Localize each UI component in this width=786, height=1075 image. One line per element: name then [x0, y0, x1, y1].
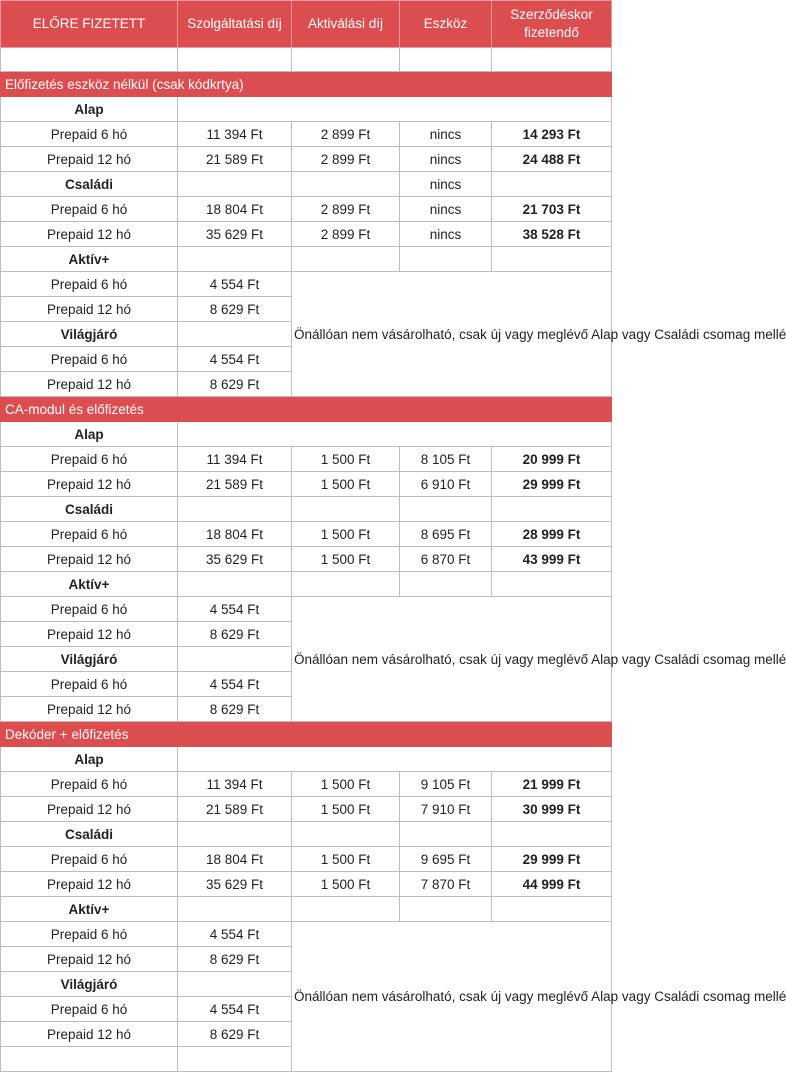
addon-note: Önállóan nem vásárolható, csak új vagy meglévő Alap vagy Családi csomag mellé	[292, 272, 612, 397]
activation-fee: 1 500 Ft	[292, 547, 400, 572]
group-label: Családi	[1, 172, 178, 197]
plan-name: Prepaid 6 hó	[1, 847, 178, 872]
section-title: Előfizetés eszköz nélkül (csak kódkrtya)	[1, 72, 612, 97]
plan-name: Prepaid 12 hó	[1, 222, 178, 247]
group-label: Alap	[1, 97, 178, 122]
group-label: Családi	[1, 497, 178, 522]
header-row	[1, 1, 612, 48]
activation-fee: 1 500 Ft	[292, 472, 400, 497]
group-label: Világjáró	[1, 647, 178, 672]
header-activation-fee: Aktiválási díj	[292, 1, 400, 48]
header-total: Szerződéskor fizetendő	[492, 1, 612, 48]
device-fee: 6 910 Ft	[400, 472, 492, 497]
addon-note: Önállóan nem vásárolható, csak új vagy meglévő Alap vagy Családi csomag mellé	[292, 597, 612, 722]
table-row	[1, 472, 612, 497]
service-fee: 4 554 Ft	[178, 672, 292, 697]
section-header	[1, 72, 612, 97]
service-fee: 11 394 Ft	[178, 772, 292, 797]
service-fee: 8 629 Ft	[178, 947, 292, 972]
total-fee: 29 999 Ft	[492, 472, 612, 497]
group-row-alap	[1, 97, 612, 122]
plan-name: Prepaid 12 hó	[1, 1022, 178, 1047]
table-row	[1, 272, 612, 297]
table-row	[1, 147, 612, 172]
total-fee: 14 293 Ft	[492, 122, 612, 147]
plan-name: Prepaid 6 hó	[1, 197, 178, 222]
service-fee: 4 554 Ft	[178, 597, 292, 622]
section-title: CA-modul és előfizetés	[1, 397, 612, 422]
plan-name: Prepaid 12 hó	[1, 372, 178, 397]
device-fee: 7 870 Ft	[400, 872, 492, 897]
activation-fee: 1 500 Ft	[292, 847, 400, 872]
section-header	[1, 722, 612, 747]
group-row-aktiv	[1, 897, 612, 922]
service-fee: 35 629 Ft	[178, 222, 292, 247]
plan-name: Prepaid 6 hó	[1, 272, 178, 297]
service-fee: 18 804 Ft	[178, 522, 292, 547]
section-title: Dekóder + előfizetés	[1, 722, 612, 747]
table-row	[1, 522, 612, 547]
total-fee: 20 999 Ft	[492, 447, 612, 472]
service-fee: 35 629 Ft	[178, 547, 292, 572]
table-row	[1, 872, 612, 897]
table-row	[1, 222, 612, 247]
plan-name: Prepaid 12 hó	[1, 547, 178, 572]
header-service-fee: Szolgáltatási díj	[178, 1, 292, 48]
plan-name: Prepaid 6 hó	[1, 122, 178, 147]
device-fee: 9 105 Ft	[400, 772, 492, 797]
group-label: Aktív+	[1, 247, 178, 272]
plan-name: Prepaid 12 hó	[1, 622, 178, 647]
plan-name: Prepaid 6 hó	[1, 597, 178, 622]
device-fee: 8 105 Ft	[400, 447, 492, 472]
group-row-csaladi	[1, 497, 612, 522]
total-fee: 24 488 Ft	[492, 147, 612, 172]
service-fee: 21 589 Ft	[178, 147, 292, 172]
plan-name: Prepaid 6 hó	[1, 772, 178, 797]
table-row	[1, 447, 612, 472]
group-row-alap	[1, 422, 612, 447]
addon-note: Önállóan nem vásárolható, csak új vagy meglévő Alap vagy Családi csomag mellé	[292, 922, 612, 1072]
total-fee: 30 999 Ft	[492, 797, 612, 822]
table-row	[1, 597, 612, 622]
group-row-csaladi	[1, 172, 612, 197]
activation-fee: 1 500 Ft	[292, 797, 400, 822]
activation-fee: 2 899 Ft	[292, 222, 400, 247]
total-fee: 44 999 Ft	[492, 872, 612, 897]
service-fee: 4 554 Ft	[178, 922, 292, 947]
header-package: ELŐRE FIZETETT	[1, 1, 178, 48]
plan-name: Prepaid 6 hó	[1, 347, 178, 372]
plan-name: Prepaid 6 hó	[1, 997, 178, 1022]
table-row	[1, 122, 612, 147]
group-label: Alap	[1, 422, 178, 447]
plan-name: Prepaid 6 hó	[1, 447, 178, 472]
table-row	[1, 772, 612, 797]
service-fee: 4 554 Ft	[178, 272, 292, 297]
service-fee: 18 804 Ft	[178, 847, 292, 872]
blank-row	[1, 48, 612, 72]
group-row-aktiv	[1, 247, 612, 272]
service-fee: 4 554 Ft	[178, 997, 292, 1022]
total-fee: 21 999 Ft	[492, 772, 612, 797]
group-label: Aktív+	[1, 572, 178, 597]
plan-name: Prepaid 6 hó	[1, 922, 178, 947]
device-fee: 7 910 Ft	[400, 797, 492, 822]
total-fee: 28 999 Ft	[492, 522, 612, 547]
activation-fee: 2 899 Ft	[292, 122, 400, 147]
device-fee: nincs	[400, 122, 492, 147]
service-fee: 21 589 Ft	[178, 472, 292, 497]
device-fee: nincs	[400, 172, 492, 197]
group-label: Világjáró	[1, 972, 178, 997]
plan-name: Prepaid 12 hó	[1, 797, 178, 822]
total-fee: 43 999 Ft	[492, 547, 612, 572]
table-row	[1, 197, 612, 222]
service-fee: 18 804 Ft	[178, 197, 292, 222]
plan-name: Prepaid 6 hó	[1, 672, 178, 697]
group-label: Családi	[1, 822, 178, 847]
activation-fee: 1 500 Ft	[292, 872, 400, 897]
service-fee: 8 629 Ft	[178, 622, 292, 647]
group-row-csaladi	[1, 822, 612, 847]
total-fee: 21 703 Ft	[492, 197, 612, 222]
group-label: Aktív+	[1, 897, 178, 922]
total-fee: 29 999 Ft	[492, 847, 612, 872]
device-fee: 8 695 Ft	[400, 522, 492, 547]
total-fee: 38 528 Ft	[492, 222, 612, 247]
activation-fee: 2 899 Ft	[292, 147, 400, 172]
device-fee: nincs	[400, 222, 492, 247]
activation-fee: 1 500 Ft	[292, 522, 400, 547]
group-label: Alap	[1, 747, 178, 772]
table-row	[1, 797, 612, 822]
plan-name: Prepaid 6 hó	[1, 522, 178, 547]
service-fee: 35 629 Ft	[178, 872, 292, 897]
service-fee: 21 589 Ft	[178, 797, 292, 822]
table-row	[1, 922, 612, 947]
activation-fee: 2 899 Ft	[292, 197, 400, 222]
activation-fee: 1 500 Ft	[292, 447, 400, 472]
table-row	[1, 847, 612, 872]
device-fee: 6 870 Ft	[400, 547, 492, 572]
plan-name: Prepaid 12 hó	[1, 297, 178, 322]
device-fee: 9 695 Ft	[400, 847, 492, 872]
service-fee: 11 394 Ft	[178, 122, 292, 147]
device-fee: nincs	[400, 197, 492, 222]
activation-fee: 1 500 Ft	[292, 772, 400, 797]
service-fee: 8 629 Ft	[178, 372, 292, 397]
group-row-alap	[1, 747, 612, 772]
service-fee: 8 629 Ft	[178, 697, 292, 722]
service-fee: 8 629 Ft	[178, 1022, 292, 1047]
group-label: Világjáró	[1, 322, 178, 347]
service-fee: 11 394 Ft	[178, 447, 292, 472]
service-fee: 8 629 Ft	[178, 297, 292, 322]
service-fee: 4 554 Ft	[178, 347, 292, 372]
plan-name: Prepaid 12 hó	[1, 147, 178, 172]
section-header	[1, 397, 612, 422]
plan-name: Prepaid 12 hó	[1, 472, 178, 497]
plan-name: Prepaid 12 hó	[1, 947, 178, 972]
plan-name: Prepaid 12 hó	[1, 872, 178, 897]
plan-name: Prepaid 12 hó	[1, 697, 178, 722]
header-device: Eszköz	[400, 1, 492, 48]
device-fee: nincs	[400, 147, 492, 172]
group-row-aktiv	[1, 572, 612, 597]
table-row	[1, 547, 612, 572]
